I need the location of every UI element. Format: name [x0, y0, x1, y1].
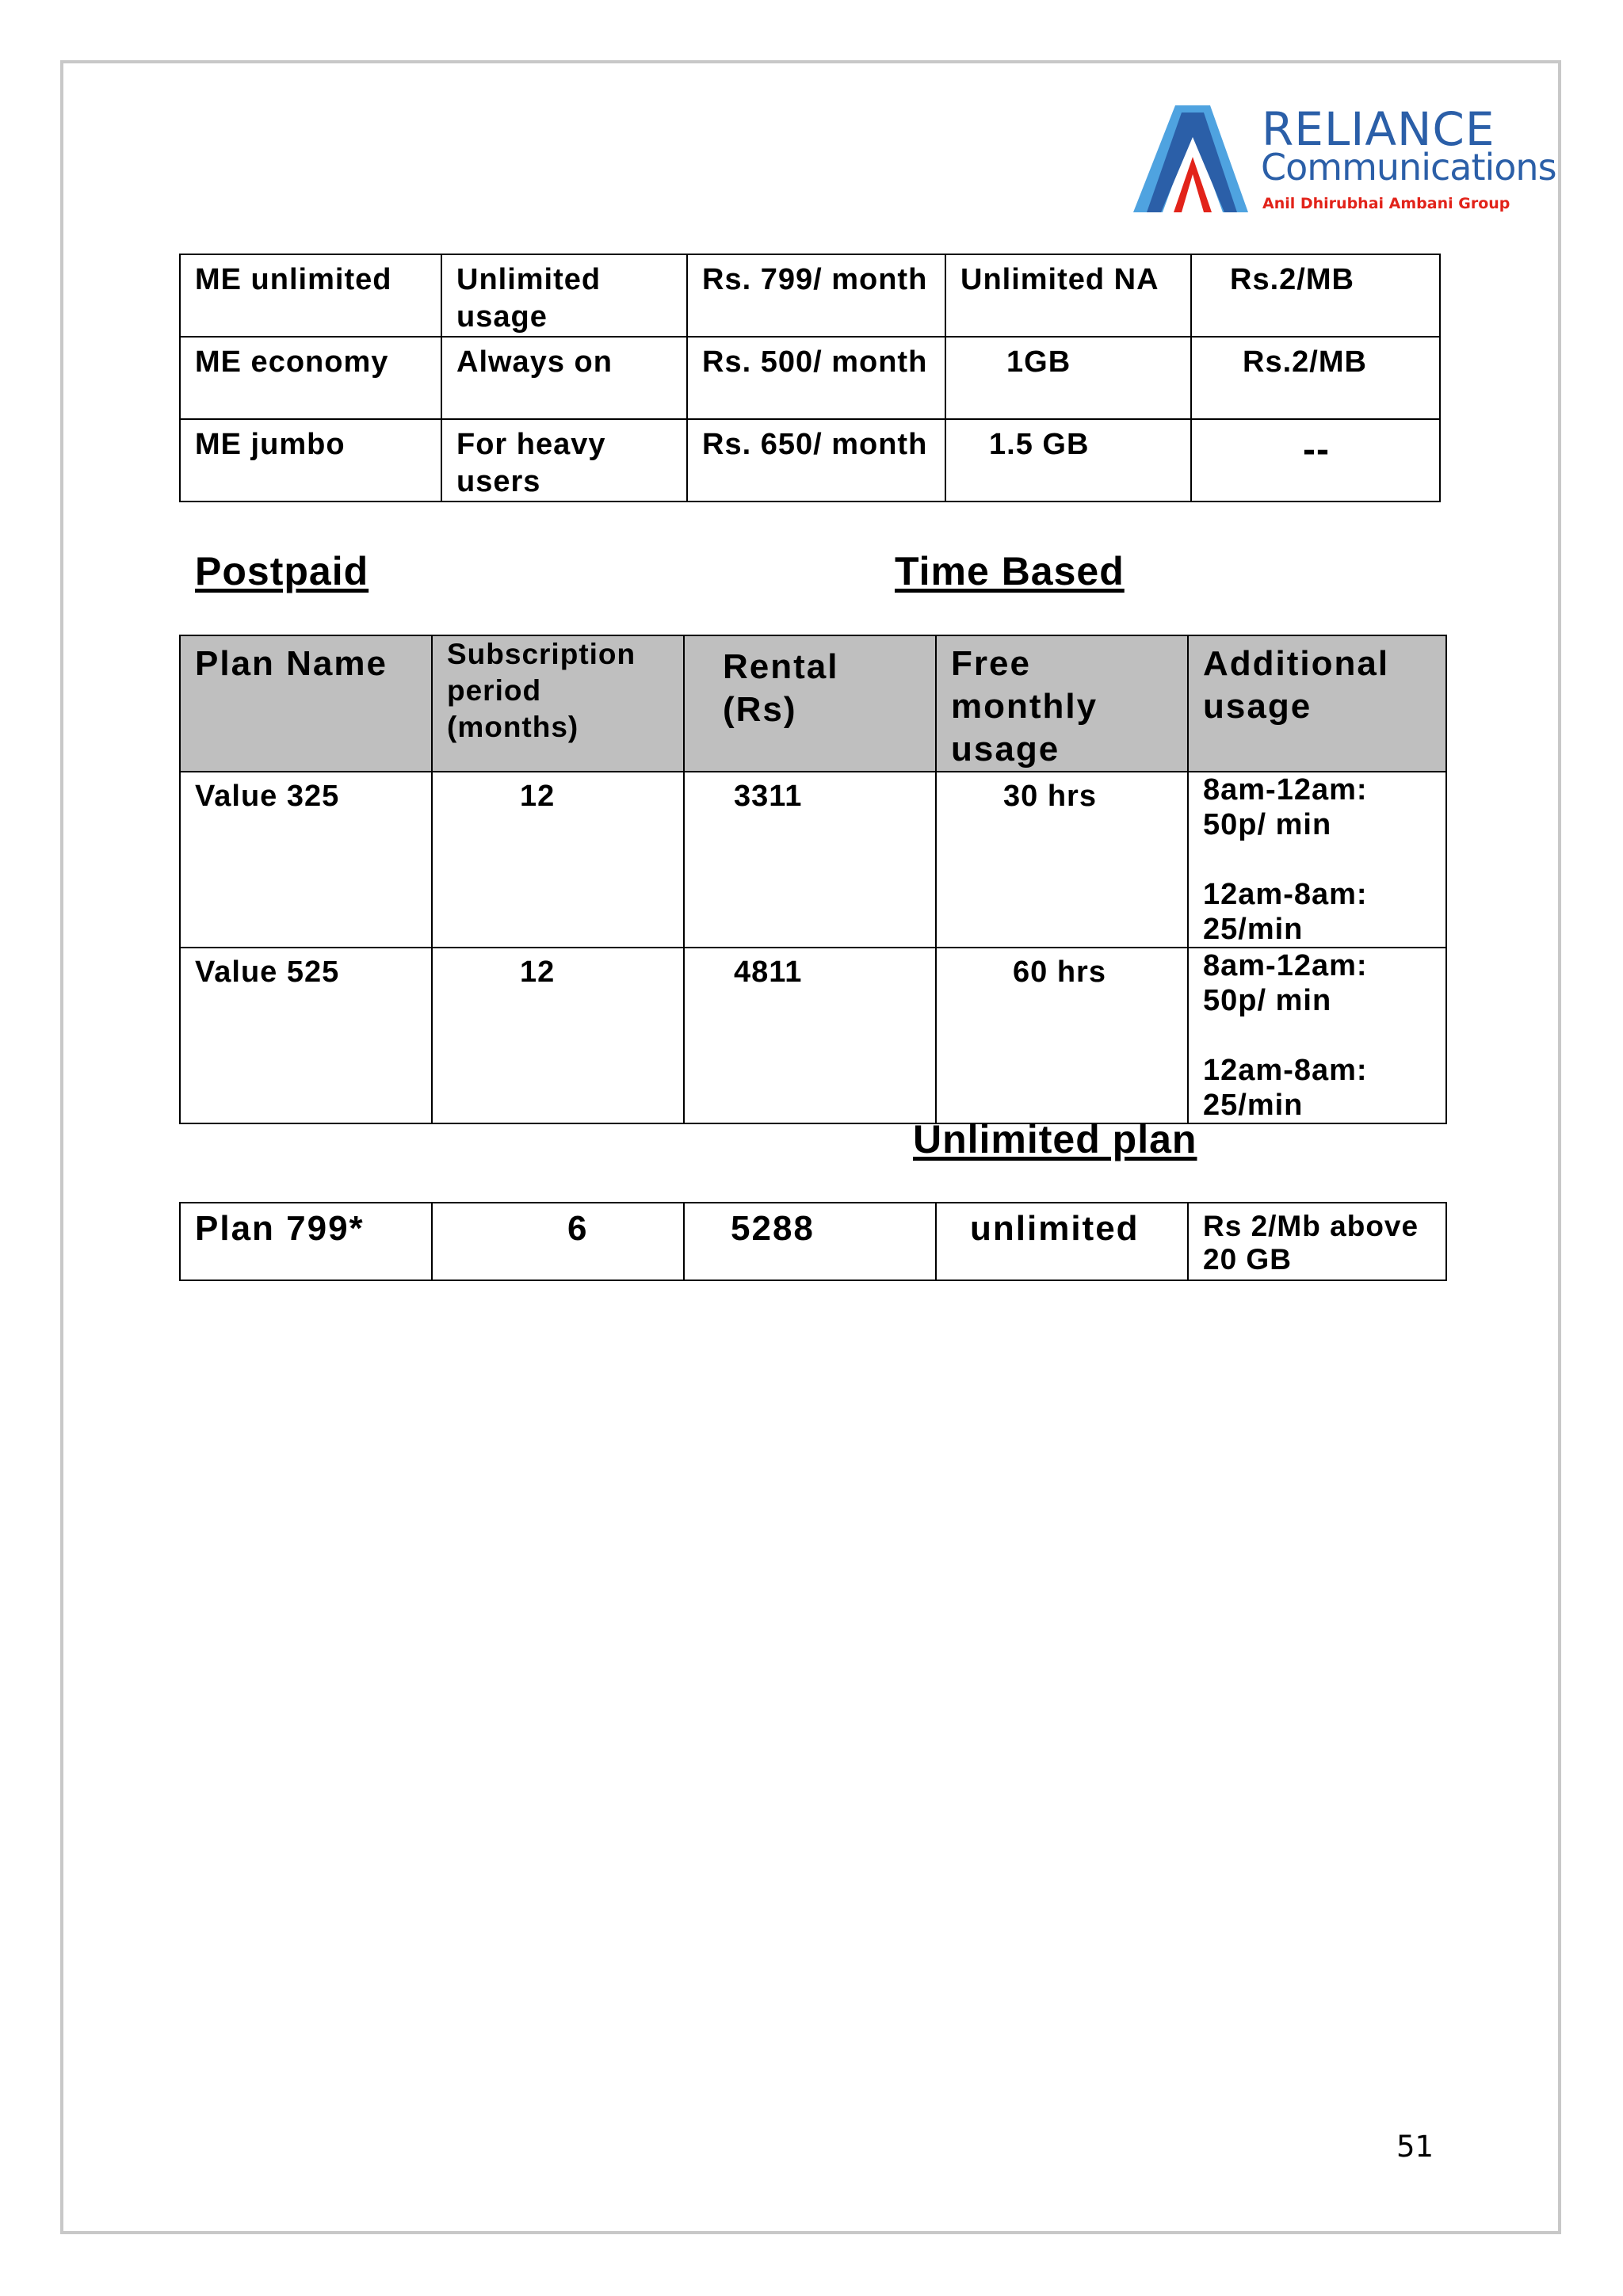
table-cell: 1.5 GB	[945, 419, 1191, 502]
table-row	[180, 254, 1440, 337]
table-cell: Rs.2/MB	[1191, 337, 1440, 419]
table-cell: 12	[432, 772, 684, 948]
reliance-logo	[1129, 101, 1556, 220]
table-cell: Plan 799*	[180, 1203, 432, 1280]
table-cell: ME jumbo	[180, 419, 441, 502]
table-cell	[1188, 772, 1446, 948]
table-cell: Rs. 799/ month	[687, 254, 945, 337]
table-cell: Unlimited usage	[441, 254, 687, 337]
table-cell: Unlimited NA	[945, 254, 1191, 337]
brand-group: Anil Dhirubhai Ambani Group	[1262, 195, 1510, 212]
additional-usage-peak: 8am-12am: 50p/ min	[1203, 949, 1368, 1017]
table-cell: For heavy users	[441, 419, 687, 502]
heading-unlimited-plan: Unlimited plan	[913, 1117, 1197, 1161]
table-cell: Rs.2/MB	[1191, 254, 1440, 337]
table-cell: ME unlimited	[180, 254, 441, 337]
heading-postpaid: Postpaid	[195, 549, 369, 593]
table-cell: 3311	[684, 772, 936, 948]
column-header: Free monthly usage	[936, 635, 1188, 772]
table-cell: 4811	[684, 948, 936, 1123]
page-number: 51	[1396, 2130, 1434, 2164]
table-cell: Value 325	[180, 772, 432, 948]
table-cell: Value 525	[180, 948, 432, 1123]
unlimited-plan-table	[179, 1202, 1447, 1281]
column-header: Plan Name	[180, 635, 432, 772]
brand-name: RELIANCE	[1262, 102, 1495, 156]
table-cell: 5288	[684, 1203, 936, 1280]
table-cell: 1GB	[945, 337, 1191, 419]
time-based-table	[179, 635, 1447, 1124]
table-row	[180, 948, 1446, 1123]
table-row	[180, 772, 1446, 948]
table-cell: 12	[432, 948, 684, 1123]
table-row	[180, 419, 1440, 502]
table-header-row	[180, 635, 1446, 772]
table-cell: 60 hrs	[936, 948, 1188, 1123]
heading-time-based: Time Based	[895, 549, 1125, 593]
table-cell	[1188, 948, 1446, 1123]
table-cell: unlimited	[936, 1203, 1188, 1280]
table-cell: Rs 2/Mb above 20 GB	[1188, 1203, 1446, 1280]
table-cell: ME economy	[180, 337, 441, 419]
table-cell: 30 hrs	[936, 772, 1188, 948]
table-row	[180, 1203, 1446, 1280]
table-cell: Always on	[441, 337, 687, 419]
table-cell: Rs. 500/ month	[687, 337, 945, 419]
plans-table	[179, 254, 1441, 502]
table-row	[180, 337, 1440, 419]
additional-usage-offpeak: 12am-8am: 25/min	[1203, 878, 1368, 946]
table-cell: Rs. 650/ month	[687, 419, 945, 502]
brand-subtitle: Communications	[1261, 146, 1556, 189]
column-header: Subscription period (months)	[432, 635, 684, 772]
additional-usage-offpeak: 12am-8am: 25/min	[1203, 1054, 1368, 1122]
table-cell: --	[1191, 419, 1440, 502]
column-header: Rental (Rs)	[684, 635, 936, 772]
table-cell: 6	[432, 1203, 684, 1280]
column-header: Additional usage	[1188, 635, 1446, 772]
additional-usage-peak: 8am-12am: 50p/ min	[1203, 773, 1368, 841]
reliance-a-mark-icon	[1129, 101, 1256, 220]
